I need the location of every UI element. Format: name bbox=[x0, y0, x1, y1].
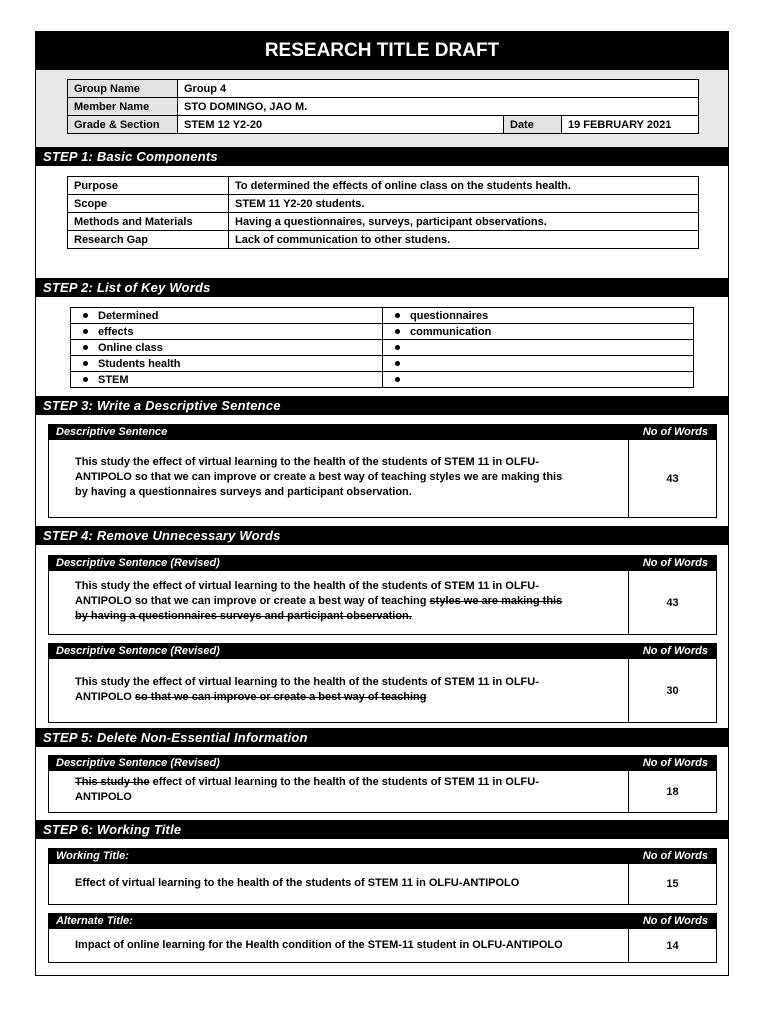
alternate-title: Impact of online learning for the Health condition of the STEM-11 student in OLFU-ANTIPOLO bbox=[75, 939, 563, 951]
box-header bbox=[49, 849, 716, 864]
sentence-line: This study the effect of virtual learning to the health of the students of STEM 11 in OLFU- bbox=[75, 580, 539, 592]
sentence-line bbox=[75, 609, 595, 624]
bullet-icon bbox=[83, 377, 88, 382]
box-header bbox=[49, 425, 716, 440]
component-label: Methods and Materials bbox=[68, 213, 229, 231]
word-count: 15 bbox=[628, 864, 716, 904]
bullet-icon bbox=[395, 345, 400, 350]
bullet-icon bbox=[83, 329, 88, 334]
sentence-line: This study the effect of virtual learning to the health of the students of STEM 11 in OLFU- bbox=[75, 456, 539, 468]
kept-text: ANTIPOLO bbox=[75, 691, 135, 703]
member-name-value: STO DOMINGO, JAO M. bbox=[178, 98, 699, 116]
keyword-cell bbox=[383, 372, 694, 388]
box-label: Descriptive Sentence (Revised) bbox=[56, 757, 220, 769]
sentence-line: ANTIPOLO so that we can improve or create a best way of teaching styles we are making this bbox=[75, 471, 563, 483]
bullet-icon bbox=[395, 377, 400, 382]
table-row bbox=[68, 195, 699, 213]
struck-text: so that we can improve or create a best way of teaching bbox=[134, 691, 427, 703]
keyword-cell bbox=[71, 324, 383, 340]
date-label: Date bbox=[504, 116, 562, 134]
revised-sentence bbox=[75, 579, 595, 624]
word-count-label: No of Words bbox=[642, 557, 708, 569]
research-title-draft-form bbox=[35, 31, 729, 976]
component-value: Having a questionnaires, surveys, participant observations. bbox=[229, 213, 699, 231]
step2-heading: STEP 2: List of Key Words bbox=[36, 278, 728, 297]
keyword: questionnaires bbox=[410, 309, 489, 322]
table-row bbox=[68, 177, 699, 195]
revised-sentence bbox=[75, 775, 595, 805]
keyword: Online class bbox=[98, 341, 163, 354]
word-count-label: No of Words bbox=[642, 850, 708, 862]
keyword-cell bbox=[71, 308, 383, 324]
table-row bbox=[71, 324, 694, 340]
box-body bbox=[49, 659, 716, 722]
box-label: Working Title: bbox=[56, 850, 129, 862]
grade-section-value: STEM 12 Y2-20 bbox=[178, 116, 504, 134]
group-info-table bbox=[67, 79, 699, 134]
bullet-icon bbox=[395, 329, 400, 334]
grade-section-label: Grade & Section bbox=[68, 116, 178, 134]
word-count: 30 bbox=[628, 659, 716, 722]
box-header bbox=[49, 914, 716, 929]
keyword-cell bbox=[383, 308, 694, 324]
keywords-table bbox=[70, 307, 694, 388]
word-count-label: No of Words bbox=[642, 645, 708, 657]
box-header bbox=[49, 644, 716, 659]
form-title: RESEARCH TITLE DRAFT bbox=[36, 32, 728, 70]
box-body bbox=[49, 929, 716, 962]
basic-components-table bbox=[67, 176, 699, 249]
alternate-title-box bbox=[48, 913, 717, 963]
working-title: Effect of virtual learning to the health of the students of STEM 11 in OLFU-ANTIPOLO bbox=[75, 877, 520, 889]
component-label: Research Gap bbox=[68, 231, 229, 249]
box-header bbox=[49, 556, 716, 571]
word-count: 43 bbox=[628, 571, 716, 634]
bullet-icon bbox=[83, 361, 88, 366]
revised-sentence bbox=[75, 675, 595, 705]
bullet-icon bbox=[83, 345, 88, 350]
keyword-cell bbox=[383, 356, 694, 372]
table-row bbox=[68, 213, 699, 231]
member-name-label: Member Name bbox=[68, 98, 178, 116]
sentence-line bbox=[75, 690, 595, 705]
box-label: Descriptive Sentence (Revised) bbox=[56, 645, 220, 657]
keyword-cell bbox=[383, 324, 694, 340]
table-row bbox=[71, 356, 694, 372]
sentence-line: by having a questionnaires surveys and participant observation. bbox=[75, 486, 412, 498]
keyword: STEM bbox=[98, 373, 129, 386]
revised-sentence-box-2 bbox=[48, 643, 717, 723]
keyword-cell bbox=[71, 356, 383, 372]
box-label: Descriptive Sentence bbox=[56, 426, 168, 438]
kept-text: ANTIPOLO so that we can improve or create a best way of teaching bbox=[75, 595, 430, 607]
box-label: Alternate Title: bbox=[56, 915, 133, 927]
bullet-icon bbox=[395, 361, 400, 366]
sentence-line: ANTIPOLO bbox=[75, 791, 132, 803]
box-body bbox=[49, 571, 716, 634]
step4-heading: STEP 4: Remove Unnecessary Words bbox=[36, 526, 728, 545]
box-body bbox=[49, 440, 716, 517]
non-essential-box bbox=[48, 755, 717, 813]
box-body bbox=[49, 864, 716, 904]
box-body bbox=[49, 771, 716, 812]
component-label: Scope bbox=[68, 195, 229, 213]
component-value: To determined the effects of online class on the students health. bbox=[229, 177, 699, 195]
kept-text: effect of virtual learning to the health of the students of STEM 11 in OLFU- bbox=[149, 776, 539, 788]
component-value: STEM 11 Y2-20 students. bbox=[229, 195, 699, 213]
step5-heading: STEP 5: Delete Non-Essential Information bbox=[36, 728, 728, 747]
word-count: 14 bbox=[628, 929, 716, 962]
revised-sentence-box-1 bbox=[48, 555, 717, 635]
step6-heading: STEP 6: Working Title bbox=[36, 820, 728, 839]
bullet-icon bbox=[395, 313, 400, 318]
table-row bbox=[71, 340, 694, 356]
struck-text: styles we are making this bbox=[429, 595, 563, 607]
sentence-line bbox=[75, 594, 595, 609]
word-count-label: No of Words bbox=[642, 915, 708, 927]
group-name-label: Group Name bbox=[68, 80, 178, 98]
keyword: effects bbox=[98, 325, 134, 338]
keyword: Determined bbox=[98, 309, 159, 322]
keyword: communication bbox=[410, 325, 492, 338]
keyword-cell bbox=[71, 372, 383, 388]
step1-heading: STEP 1: Basic Components bbox=[36, 147, 728, 166]
group-name-value: Group 4 bbox=[178, 80, 699, 98]
table-row bbox=[71, 372, 694, 388]
word-count: 43 bbox=[628, 440, 716, 517]
component-value: Lack of communication to other studens. bbox=[229, 231, 699, 249]
sentence-line bbox=[75, 775, 595, 790]
date-value: 19 FEBRUARY 2021 bbox=[562, 116, 699, 134]
word-count-label: No of Words bbox=[642, 426, 708, 438]
step3-heading: STEP 3: Write a Descriptive Sentence bbox=[36, 396, 728, 415]
word-count: 18 bbox=[628, 771, 716, 812]
sentence-line: This study the effect of virtual learning to the health of the students of STEM 11 in OLFU- bbox=[75, 676, 539, 688]
descriptive-sentence-box bbox=[48, 424, 717, 518]
box-header bbox=[49, 756, 716, 771]
component-label: Purpose bbox=[68, 177, 229, 195]
word-count-label: No of Words bbox=[642, 757, 708, 769]
box-label: Descriptive Sentence (Revised) bbox=[56, 557, 220, 569]
bullet-icon bbox=[83, 313, 88, 318]
struck-text: This study the bbox=[75, 776, 150, 788]
descriptive-sentence bbox=[75, 455, 595, 500]
group-info-section bbox=[36, 70, 728, 147]
keyword: Students health bbox=[98, 357, 181, 370]
keyword-cell bbox=[71, 340, 383, 356]
struck-text: by having a questionnaires surveys and participant observation. bbox=[75, 610, 412, 622]
table-row bbox=[71, 308, 694, 324]
keyword-cell bbox=[383, 340, 694, 356]
working-title-box bbox=[48, 848, 717, 905]
table-row bbox=[68, 231, 699, 249]
